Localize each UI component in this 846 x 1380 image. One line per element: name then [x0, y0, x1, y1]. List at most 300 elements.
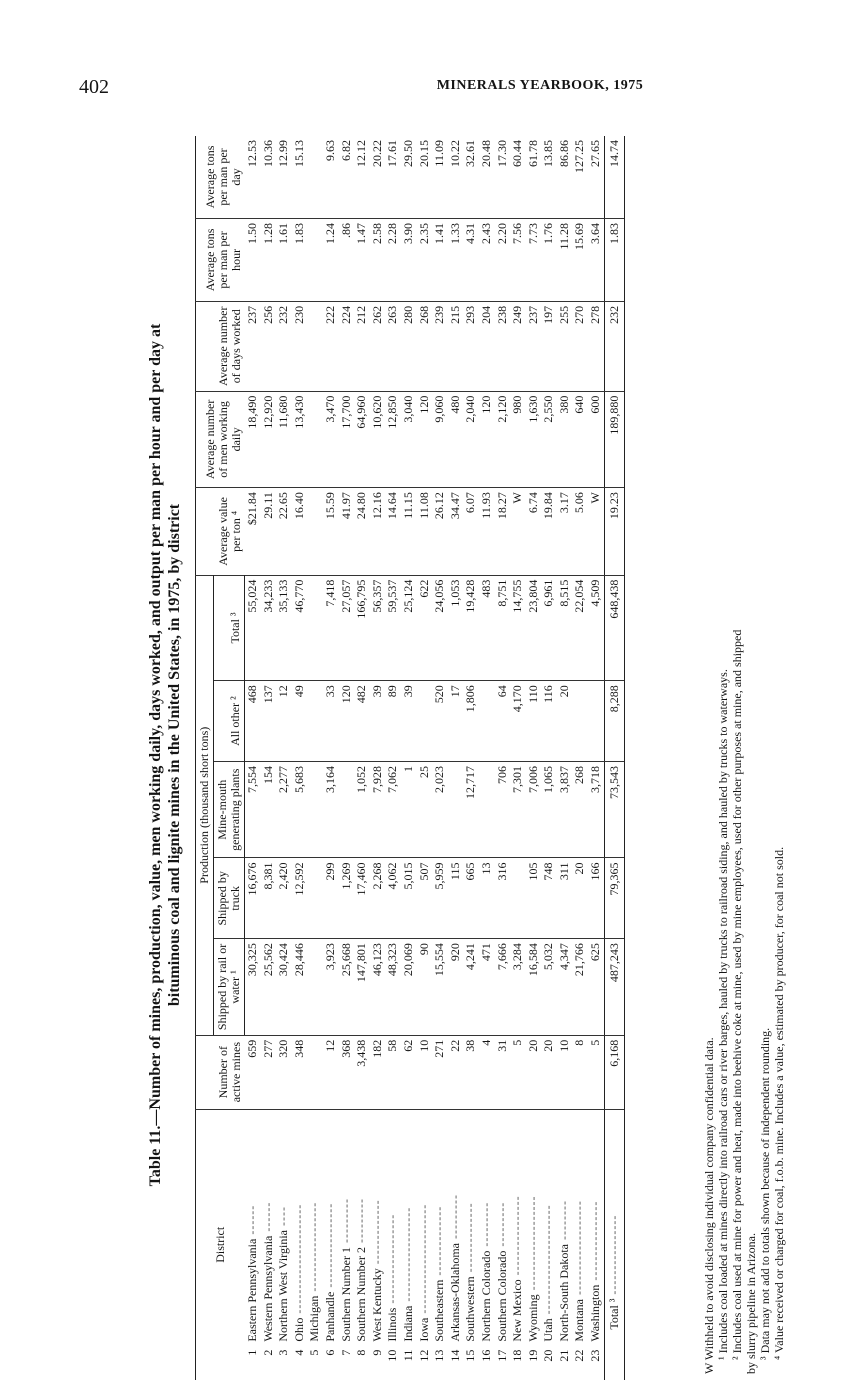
dot-leader: -------------------: [400, 1206, 415, 1306]
total-cell-per-hour: 1.83: [604, 218, 625, 301]
cell-other: 1,806: [463, 681, 479, 762]
cell-total: 19,428: [463, 575, 479, 681]
district-cell: [495, 1109, 511, 1344]
cell-truck: 5,015: [401, 858, 417, 939]
cell-per-day: 27.65: [588, 140, 603, 167]
cell-mines: 4: [479, 1035, 495, 1109]
cell-per-hour: 7.56: [510, 218, 526, 301]
district-name: Arkansas-Oklahoma: [447, 1243, 462, 1342]
cell-per-day: 12.53: [244, 140, 259, 167]
row-number: 10: [385, 1349, 400, 1362]
dot-leader: ------: [244, 1204, 259, 1239]
cell-mines: 10: [557, 1035, 573, 1109]
cell-other: 120: [339, 681, 355, 762]
header-mines: Number of active mines: [196, 1035, 245, 1109]
row-number: 4: [291, 1349, 306, 1356]
district-cell: [448, 1109, 464, 1344]
cell-men: 640: [572, 391, 588, 488]
cell-per-day: 10.36: [260, 140, 275, 167]
cell-rail: 48,323: [385, 939, 401, 1036]
cell-per-hour: .86: [339, 218, 355, 301]
cell-men: 3,470: [323, 391, 339, 488]
table-row: [463, 136, 479, 1380]
cell-value: $21.84: [245, 488, 261, 575]
cell-other: 482: [354, 681, 370, 762]
cell-other: 468: [245, 681, 261, 762]
cell-per-hour: 1.61: [276, 218, 292, 301]
cell-per-hour: 2.35: [417, 218, 433, 301]
cell-total: 483: [479, 575, 495, 681]
table-caption: [146, 160, 184, 1350]
cell-days: 230: [292, 301, 308, 391]
header-production-group: Production (thousand short tons): [196, 575, 214, 1035]
cell-per-hour: 2.20: [495, 218, 511, 301]
table-row: [526, 136, 542, 1380]
cell-per-hour: 1.33: [448, 218, 464, 301]
row-number: 9: [369, 1349, 384, 1356]
cell-total: 35,133: [276, 575, 292, 681]
cell-total: 59,537: [385, 575, 401, 681]
footnote-3: ³ Data may not add to totals shown because of independent rounding.: [758, 1027, 772, 1360]
cell-per-hour: 2.58: [370, 218, 386, 301]
cell-value: 29.11: [261, 488, 277, 575]
district-cell: [572, 1109, 588, 1344]
cell-value: 3.17: [557, 488, 573, 575]
cell-value: 12.16: [370, 488, 386, 575]
dot-leader: ------------------: [385, 1213, 400, 1308]
table-row: [432, 136, 448, 1380]
cell-total: 166,795: [354, 575, 370, 681]
cell-per-hour: 3.90: [401, 218, 417, 301]
cell-value: 18.27: [495, 488, 511, 575]
cell-days: 256: [261, 301, 277, 391]
cell-days: 268: [417, 301, 433, 391]
row-number: [604, 1344, 625, 1380]
dot-leader: ----------------------: [291, 1203, 306, 1318]
cell-per-day: 15.13: [291, 140, 306, 167]
district-cell: [526, 1109, 542, 1344]
cell-truck: 665: [463, 858, 479, 939]
cell-total: 8,751: [495, 575, 511, 681]
footnote-2-continued: by slurry pipeline in Arizona.: [744, 1233, 758, 1374]
dot-leader: --------------: [463, 1202, 478, 1277]
cell-per-hour: 1.83: [292, 218, 308, 301]
cell-per-day: [307, 136, 323, 218]
cell-men: 2,040: [463, 391, 479, 488]
cell-days: 222: [323, 301, 339, 391]
cell-men: 2,550: [541, 391, 557, 488]
cell-mines: 5: [510, 1035, 526, 1109]
cell-value: 16.40: [292, 488, 308, 575]
cell-total: 6,961: [541, 575, 557, 681]
cell-mines: [307, 1035, 323, 1109]
table-row: [385, 136, 401, 1380]
cell-other: [417, 681, 433, 762]
cell-per-day: 86.86: [556, 140, 571, 167]
dot-leader: ---------: [354, 1198, 369, 1247]
row-number: 5: [307, 1349, 322, 1356]
footnote-w: W Withheld to avoid disclosing individual company confidential data.: [702, 1037, 716, 1374]
cell-mines: 320: [276, 1035, 292, 1109]
cell-other: [307, 681, 323, 762]
cell-men: 1,630: [526, 391, 542, 488]
row-number: 11: [400, 1349, 415, 1362]
row-number: 13: [432, 1349, 447, 1362]
cell-per-day: 20.15: [416, 140, 431, 167]
caption-line-1: Table 11.—Number of mines, production, value, men working daily, days worked, and output per man per hour and per day at: [147, 323, 164, 1187]
row-number: 23: [588, 1349, 603, 1362]
table-row: [354, 136, 370, 1380]
cell-truck: [510, 858, 526, 939]
cell-value: 11.93: [479, 488, 495, 575]
cell-truck: 299: [323, 858, 339, 939]
cell-rail: 920: [448, 939, 464, 1036]
cell-value: 24.80: [354, 488, 370, 575]
cell-value: 26.12: [432, 488, 448, 575]
cell-value: W: [510, 488, 526, 575]
cell-per-day: 6.82: [338, 140, 353, 161]
data-table-wrapper: [195, 136, 625, 1380]
cell-other: 4,170: [510, 681, 526, 762]
cell-minemouth: 2,277: [276, 761, 292, 858]
table-footnotes: [702, 124, 786, 1374]
dot-leader: ----: [276, 1206, 291, 1231]
total-cell-other: 8,288: [604, 681, 625, 762]
cell-minemouth: 25: [417, 761, 433, 858]
cell-rail: [307, 939, 323, 1036]
cell-minemouth: 268: [572, 761, 588, 858]
cell-rail: 30,325: [245, 939, 261, 1036]
cell-minemouth: [479, 761, 495, 858]
row-number: 17: [494, 1349, 509, 1362]
cell-truck: [307, 858, 323, 939]
row-number: 6: [322, 1349, 337, 1356]
district-cell: [479, 1109, 495, 1344]
district-cell: [261, 1109, 277, 1344]
row-number: 7: [338, 1349, 353, 1356]
cell-per-day: 20.48: [478, 140, 493, 167]
district-cell: [323, 1109, 339, 1344]
district-name: Michigan: [307, 1295, 322, 1342]
cell-minemouth: 5,683: [292, 761, 308, 858]
dot-leader: ----------------------: [541, 1204, 556, 1319]
cell-mines: 58: [385, 1035, 401, 1109]
row-number: 15: [463, 1349, 478, 1362]
cell-truck: 2,420: [276, 858, 292, 939]
cell-value: 41.97: [339, 488, 355, 575]
district-name: Indiana: [400, 1305, 415, 1342]
cell-days: 278: [588, 301, 604, 391]
row-number: 18: [510, 1349, 525, 1362]
cell-mines: 20: [541, 1035, 557, 1109]
cell-truck: 8,381: [261, 858, 277, 939]
cell-total: 24,056: [432, 575, 448, 681]
cell-men: [307, 391, 323, 488]
cell-per-hour: 1.41: [432, 218, 448, 301]
district-cell: [557, 1109, 573, 1344]
header-per-day: Average tons per man per day: [196, 136, 245, 218]
footnote-4: ⁴ Value received or charged for coal, f.o.b. mine. Includes a value, estimated by producer, for coal not sold.: [772, 846, 786, 1360]
cell-rail: 30,424: [276, 939, 292, 1036]
dot-leader: -----------------: [322, 1202, 337, 1292]
district-name: Northern West Virginia: [276, 1230, 291, 1342]
district-name: Southwestern: [463, 1276, 478, 1342]
district-name: Washington: [588, 1284, 603, 1342]
cell-men: 18,490: [245, 391, 261, 488]
cell-value: 11.15: [401, 488, 417, 575]
cell-truck: 507: [417, 858, 433, 939]
cell-minemouth: 1,065: [541, 761, 557, 858]
cell-mines: 38: [463, 1035, 479, 1109]
cell-days: 224: [339, 301, 355, 391]
cell-value: 6.07: [463, 488, 479, 575]
row-number: 20: [541, 1349, 556, 1362]
header-truck: Shipped by truck: [214, 858, 245, 939]
cell-total: 1,053: [448, 575, 464, 681]
table-row: [479, 136, 495, 1380]
cell-men: 480: [448, 391, 464, 488]
cell-minemouth: 706: [495, 761, 511, 858]
header-days: Average number of days worked: [196, 301, 245, 391]
cell-other: 89: [385, 681, 401, 762]
district-name: Southern Colorado: [494, 1250, 509, 1342]
cell-truck: 115: [448, 858, 464, 939]
district-name: Southern Number 1: [338, 1247, 353, 1342]
cell-mines: 31: [495, 1035, 511, 1109]
row-number: 12: [416, 1349, 431, 1362]
header-value: Average value per ton ⁴: [196, 488, 245, 575]
cell-men: 17,700: [339, 391, 355, 488]
cell-truck: 311: [557, 858, 573, 939]
cell-other: 17: [448, 681, 464, 762]
header-other: All other ²: [214, 681, 245, 762]
cell-mines: 10: [417, 1035, 433, 1109]
cell-other: 20: [557, 681, 573, 762]
table-row: [370, 136, 386, 1380]
district-cell: [541, 1109, 557, 1344]
cell-total: 4,509: [588, 575, 604, 681]
total-cell-value: 19.23: [604, 488, 625, 575]
cell-days: 204: [479, 301, 495, 391]
cell-mines: 22: [448, 1035, 464, 1109]
district-cell: [292, 1109, 308, 1344]
cell-mines: 271: [432, 1035, 448, 1109]
cell-rail: 4,241: [463, 939, 479, 1036]
district-cell: [432, 1109, 448, 1344]
total-cell-per-day: 14.74: [604, 136, 625, 218]
cell-rail: 20,069: [401, 939, 417, 1036]
cell-men: 10,620: [370, 391, 386, 488]
cell-total: 8,515: [557, 575, 573, 681]
cell-per-hour: 1.28: [261, 218, 277, 301]
cell-per-hour: 15.69: [572, 218, 588, 301]
cell-rail: 25,562: [261, 939, 277, 1036]
cell-minemouth: 1,052: [354, 761, 370, 858]
district-name: Utah: [541, 1318, 556, 1342]
row-number: 19: [525, 1349, 540, 1362]
cell-rail: 3,923: [323, 939, 339, 1036]
total-cell-rail: 487,243: [604, 939, 625, 1036]
cell-days: 293: [463, 301, 479, 391]
cell-truck: 748: [541, 858, 557, 939]
cell-per-hour: 7.73: [526, 218, 542, 301]
cell-other: 39: [370, 681, 386, 762]
cell-other: [588, 681, 604, 762]
cell-per-day: 10.22: [447, 140, 462, 167]
cell-minemouth: 3,718: [588, 761, 604, 858]
district-cell: [401, 1109, 417, 1344]
dot-leader: ---------: [478, 1201, 493, 1251]
cell-men: 2,120: [495, 391, 511, 488]
cell-other: [572, 681, 588, 762]
row-number: 22: [572, 1349, 587, 1362]
dot-leader: ---------: [447, 1194, 462, 1244]
cell-mines: 277: [261, 1035, 277, 1109]
cell-per-hour: 4.31: [463, 218, 479, 301]
district-cell: [245, 1109, 261, 1344]
cell-days: 239: [432, 301, 448, 391]
cell-per-day: 9.63: [322, 140, 337, 161]
cell-total: 22,054: [572, 575, 588, 681]
cell-per-day: 12.12: [354, 140, 369, 167]
cell-per-day: 17.30: [494, 140, 509, 167]
cell-minemouth: [339, 761, 355, 858]
cell-other: 12: [276, 681, 292, 762]
district-cell: [417, 1109, 433, 1344]
cell-rail: 7,666: [495, 939, 511, 1036]
cell-men: 11,680: [276, 391, 292, 488]
total-label-text: Total ³: [606, 1298, 621, 1330]
cell-per-hour: 1.76: [541, 218, 557, 301]
table-body: [245, 136, 625, 1380]
cell-rail: 28,446: [292, 939, 308, 1036]
cell-truck: 4,062: [385, 858, 401, 939]
dot-leader: ---------: [338, 1198, 353, 1247]
dot-leader: ---------: [494, 1201, 509, 1251]
cell-other: 49: [292, 681, 308, 762]
cell-days: [307, 301, 323, 391]
cell-rail: 25,668: [339, 939, 355, 1036]
district-name: Eastern Pennsylvania: [244, 1238, 259, 1342]
table-row: [541, 136, 557, 1380]
cell-minemouth: 2,023: [432, 761, 448, 858]
coal-district-table: [195, 136, 625, 1380]
district-name: West Kentucky: [369, 1268, 384, 1342]
row-number: 1: [244, 1349, 259, 1356]
cell-total: 25,124: [401, 575, 417, 681]
cell-minemouth: 7,006: [526, 761, 542, 858]
district-cell: [276, 1109, 292, 1344]
cell-mines: 5: [588, 1035, 604, 1109]
cell-men: 120: [417, 391, 433, 488]
cell-minemouth: 7,928: [370, 761, 386, 858]
district-name: Ohio: [291, 1317, 306, 1342]
cell-days: 197: [541, 301, 557, 391]
cell-rail: 46,123: [370, 939, 386, 1036]
cell-per-day: 29.50: [400, 140, 415, 167]
header-men: Average number of men working daily: [196, 391, 245, 488]
cell-men: 380: [557, 391, 573, 488]
cell-minemouth: 3,837: [557, 761, 573, 858]
total-row: [604, 136, 625, 1380]
header-district: District: [196, 1109, 245, 1380]
dot-leader: ------: [260, 1201, 275, 1236]
district-cell: [385, 1109, 401, 1344]
district-name: Montana: [572, 1299, 587, 1342]
cell-minemouth: 12,717: [463, 761, 479, 858]
cell-rail: 90: [417, 939, 433, 1036]
cell-total: 55,024: [245, 575, 261, 681]
cell-rail: 16,584: [526, 939, 542, 1036]
table-row: [339, 136, 355, 1380]
total-cell-men: 189,880: [604, 391, 625, 488]
cell-mines: 3,438: [354, 1035, 370, 1109]
cell-other: [479, 681, 495, 762]
cell-rail: 625: [588, 939, 604, 1036]
cell-rail: 147,801: [354, 939, 370, 1036]
district-cell: [354, 1109, 370, 1344]
cell-per-hour: 3.64: [588, 218, 604, 301]
running-head: MINERALS YEARBOOK, 1975: [436, 78, 644, 93]
cell-truck: 316: [495, 858, 511, 939]
cell-men: 12,850: [385, 391, 401, 488]
cell-per-hour: 2.43: [479, 218, 495, 301]
cell-value: [307, 488, 323, 575]
cell-minemouth: 154: [261, 761, 277, 858]
cell-minemouth: [448, 761, 464, 858]
cell-other: 110: [526, 681, 542, 762]
cell-mines: 62: [401, 1035, 417, 1109]
cell-men: 3,040: [401, 391, 417, 488]
cell-per-hour: 11.28: [557, 218, 573, 301]
header-rail: Shipped by rail or water ¹: [214, 939, 245, 1036]
row-number: 3: [276, 1349, 291, 1356]
district-name: Western Pennsylvania: [260, 1235, 275, 1342]
cell-mines: 12: [323, 1035, 339, 1109]
row-number: 8: [354, 1349, 369, 1356]
cell-value: 19.84: [541, 488, 557, 575]
dot-leader: --------------: [432, 1205, 447, 1280]
cell-per-hour: [307, 218, 323, 301]
page-number: 402: [79, 76, 109, 98]
cell-per-hour: 1.47: [354, 218, 370, 301]
cell-per-day: 60.44: [510, 140, 525, 167]
table-row: [557, 136, 573, 1380]
cell-other: 520: [432, 681, 448, 762]
cell-per-day: 17.61: [385, 140, 400, 167]
cell-per-hour: 1.24: [323, 218, 339, 301]
row-number: 16: [478, 1349, 493, 1362]
cell-value: W: [588, 488, 604, 575]
cell-per-day: 32.61: [463, 140, 478, 167]
row-number: 2: [260, 1349, 275, 1356]
cell-total: 46,770: [292, 575, 308, 681]
cell-men: 64,960: [354, 391, 370, 488]
cell-truck: 1,269: [339, 858, 355, 939]
district-name: Illinois: [385, 1307, 400, 1342]
cell-truck: 105: [526, 858, 542, 939]
table-row: [572, 136, 588, 1380]
cell-days: 232: [276, 301, 292, 391]
cell-days: 237: [526, 301, 542, 391]
caption-line-2: bituminous coal and lignite mines in the United States, in 1975, by district: [166, 503, 183, 1007]
cell-minemouth: 7,062: [385, 761, 401, 858]
cell-mines: 659: [245, 1035, 261, 1109]
district-cell: [370, 1109, 386, 1344]
cell-mines: 8: [572, 1035, 588, 1109]
cell-men: 12,920: [261, 391, 277, 488]
row-number: 21: [556, 1349, 571, 1362]
